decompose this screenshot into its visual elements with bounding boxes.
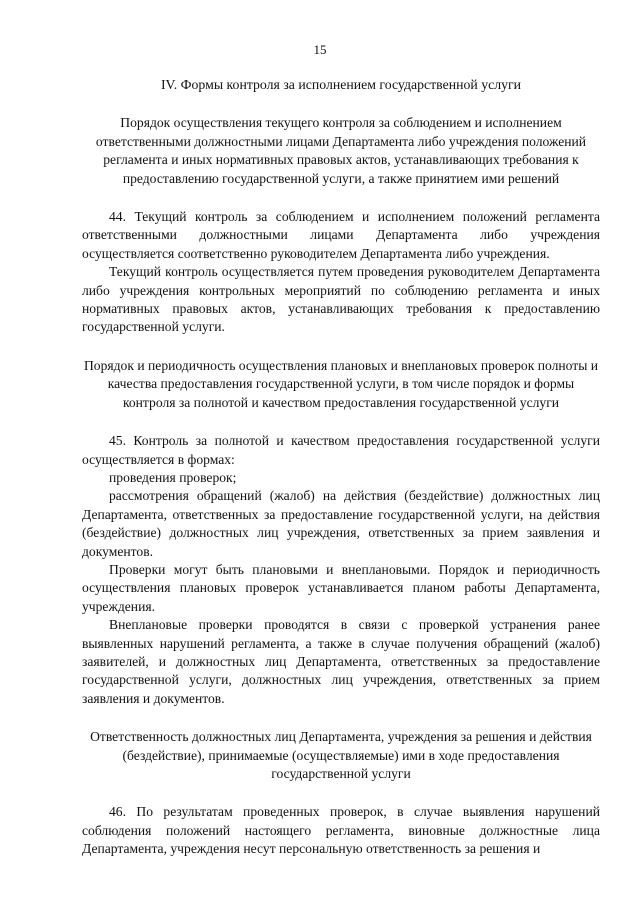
paragraph-45-planned: Проверки могут быть плановыми и внеплановыми. Порядок и периодичность осуществления плановых проверок устанавливается планом работы Департамента, учреждения. — [82, 561, 600, 614]
paragraph-46: 46. По результатам проведенных проверок, в случае выявления нарушений соблюдения положений настоящего регламента, виновные должностные лица Департамента, учреждения несут персональную ответственность за решения и — [82, 804, 600, 857]
paragraph-45-item-complaints: рассмотрения обращений (жалоб) на действия (бездействие) должностных лиц Департамента, ответственных за предоставление государственной услуги, на действия (бездействие) должностных лиц учреждения, ответственных за прием заявления и документов. — [82, 488, 600, 559]
document-body — [82, 76, 600, 859]
paragraph-45: 45. Контроль за полнотой и качеством предоставления государственной услуги осуществляется в формах: — [82, 433, 600, 467]
section-title: IV. Формы контроля за исполнением государственной услуги — [160, 77, 522, 92]
subheading-inspections: Порядок и периодичность осуществления плановых и внеплановых проверок полноты и качества предоставления государственной услуги, в том числе порядок и формы контроля за полнотой и качеством предоставления государственной услуги — [83, 357, 599, 410]
subheading-current-control: Порядок осуществления текущего контроля за соблюдением и исполнением ответственными должностными лицами Департамента либо учреждения положений регламента и иных нормативных правовых актов, устанавливающих требования к предоставлению государственной услуги, а также принятием ими решений — [95, 115, 587, 186]
paragraph-45-unplanned: Внеплановые проверки проводятся в связи с проверкой устранения ранее выявленных нарушений регламента, а также в случае получения обращений (жалоб) заявителей, и должностных лиц Департамента, ответственных за предоставление государственной услуги, должностных лиц учреждения, ответственных за прием заявления и документов. — [82, 617, 600, 706]
page-number: 15 — [313, 42, 327, 57]
paragraph-45-item-inspections: проведения проверок; — [109, 469, 237, 485]
paragraph-44: 44. Текущий контроль за соблюдением и исполнением положений регламента ответственными должностными лицами Департамента либо учреждения осуществляется соответственно руководителем Департамента либо учреждения. — [82, 209, 600, 261]
subheading-responsibility: Ответственность должностных лиц Департамента, учреждения за решения и действия (бездействие), принимаемые (осуществляемые) ими в ходе предоставления государственной услуги — [90, 729, 592, 781]
paragraph-44-continued: Текущий контроль осуществляется путем проведения руководителем Департамента либо учреждения контрольных мероприятий по соблюдению регламента и иных нормативных правовых актов, устанавливающих требования к предоставлению государственной услуги. — [82, 264, 600, 335]
